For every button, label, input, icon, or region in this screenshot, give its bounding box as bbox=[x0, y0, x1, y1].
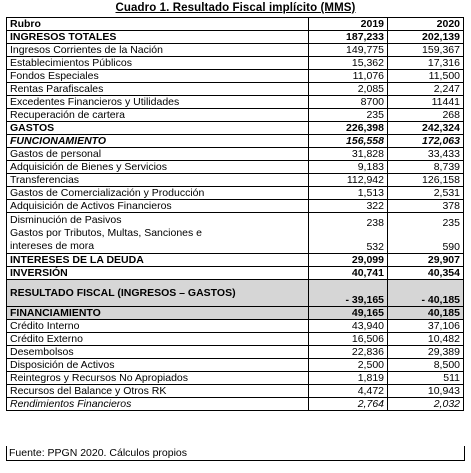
value-2019: 40,741 bbox=[309, 267, 388, 280]
value-2020: 29,389 bbox=[388, 346, 464, 359]
row-label: Adquisición de Activos Financieros bbox=[7, 200, 309, 213]
row-label: Rentas Parafiscales bbox=[7, 83, 309, 96]
row-label: Gastos de personal bbox=[7, 148, 309, 161]
row-label: Recuperación de cartera bbox=[7, 109, 309, 122]
row-label: GASTOS bbox=[7, 122, 309, 135]
value-2020: 202,139 bbox=[388, 31, 464, 44]
row-label: Disminución de Pasivos Gastos por Tributos, Multas, Sanciones e intereses de mora bbox=[7, 213, 309, 254]
row-label: Gastos de Comercialización y Producción bbox=[7, 187, 309, 200]
table-row bbox=[7, 280, 464, 307]
row-label: Transferencias bbox=[7, 174, 309, 187]
row-label: RESULTADO FISCAL (INGRESOS – GASTOS) bbox=[7, 280, 309, 307]
table-row bbox=[7, 385, 464, 398]
fiscal-result-table bbox=[6, 17, 464, 411]
value-2019: 15,362 bbox=[309, 57, 388, 70]
table-row bbox=[7, 200, 464, 213]
row-label: FUNCIONAMIENTO bbox=[7, 135, 309, 148]
value-2019: 187,233 bbox=[309, 31, 388, 44]
value-2020: 2,531 bbox=[388, 187, 464, 200]
table-body bbox=[7, 18, 464, 411]
value-2020: 2,247 bbox=[388, 83, 464, 96]
row-label: INTERESES DE LA DEUDA bbox=[7, 254, 309, 267]
row-label: Recursos del Balance y Otros RK bbox=[7, 385, 309, 398]
value-2019: - 39,165 bbox=[309, 280, 388, 307]
value-2019: 31,828 bbox=[309, 148, 388, 161]
row-label: Adquisición de Bienes y Servicios bbox=[7, 161, 309, 174]
row-label: Reintegros y Recursos No Apropiados bbox=[7, 372, 309, 385]
value-2019: 2,085 bbox=[309, 83, 388, 96]
value-2019: 29,099 bbox=[309, 254, 388, 267]
value-2019: 4,472 bbox=[309, 385, 388, 398]
value-2020: 33,433 bbox=[388, 148, 464, 161]
value-2019: 16,506 bbox=[309, 333, 388, 346]
table-row bbox=[7, 122, 464, 135]
row-label: Crédito Externo bbox=[7, 333, 309, 346]
table-row bbox=[7, 359, 464, 372]
value-2019: 22,836 bbox=[309, 346, 388, 359]
value-2019: 2,764 bbox=[309, 398, 388, 411]
value-2020: 10,482 bbox=[388, 333, 464, 346]
value-2019: 156,558 bbox=[309, 135, 388, 148]
value-2020: 159,367 bbox=[388, 44, 464, 57]
value-2019: 11,076 bbox=[309, 70, 388, 83]
table-title: Cuadro 1. Resultado Fiscal implícito (MMS) bbox=[115, 2, 356, 14]
table-row bbox=[7, 372, 464, 385]
table-row bbox=[7, 174, 464, 187]
value-2020: 11,500 bbox=[388, 70, 464, 83]
value-2019: 8700 bbox=[309, 96, 388, 109]
value-2020: 511 bbox=[388, 372, 464, 385]
value-2019: 235 bbox=[309, 109, 388, 122]
row-label: Rendimientos Financieros bbox=[7, 398, 309, 411]
value-2020: 11441 bbox=[388, 96, 464, 109]
value-2020: 268 bbox=[388, 109, 464, 122]
row-label: INGRESOS TOTALES bbox=[7, 31, 309, 44]
row-label: FINANCIAMIENTO bbox=[7, 307, 309, 320]
value-2020: 17,316 bbox=[388, 57, 464, 70]
value-2019: 1,513 bbox=[309, 187, 388, 200]
value-2020: - 40,185 bbox=[388, 280, 464, 307]
value-2019: 112,942 bbox=[309, 174, 388, 187]
table-row bbox=[7, 135, 464, 148]
value-2020: 10,943 bbox=[388, 385, 464, 398]
table-header-row bbox=[7, 18, 464, 31]
row-label: Fondos Especiales bbox=[7, 70, 309, 83]
table-row bbox=[7, 187, 464, 200]
value-2019: 9,183 bbox=[309, 161, 388, 174]
row-label: Desembolsos bbox=[7, 346, 309, 359]
value-2019: 43,940 bbox=[309, 320, 388, 333]
row-label: Excedentes Financieros y Utilidades bbox=[7, 96, 309, 109]
row-label: INVERSIÓN bbox=[7, 267, 309, 280]
value-2020: 242,324 bbox=[388, 122, 464, 135]
value-2020: 126,158 bbox=[388, 174, 464, 187]
row-label: Disposición de Activos bbox=[7, 359, 309, 372]
table-row bbox=[7, 148, 464, 161]
value-2020: 378 bbox=[388, 200, 464, 213]
value-2019: 149,775 bbox=[309, 44, 388, 57]
value-2019: 49,165 bbox=[309, 307, 388, 320]
table-row bbox=[7, 161, 464, 174]
table-row bbox=[7, 44, 464, 57]
table-row bbox=[7, 57, 464, 70]
row-label: Ingresos Corrientes de la Nación bbox=[7, 44, 309, 57]
value-2020: 8,739 bbox=[388, 161, 464, 174]
header-rubro: Rubro bbox=[7, 18, 309, 31]
table-row bbox=[7, 307, 464, 320]
table-row bbox=[7, 31, 464, 44]
table-row bbox=[7, 109, 464, 122]
value-2019: 2,500 bbox=[309, 359, 388, 372]
value-2020: 2,032 bbox=[388, 398, 464, 411]
value-2020: 37,106 bbox=[388, 320, 464, 333]
value-2020: 235 590 bbox=[388, 213, 464, 254]
value-2020: 40,185 bbox=[388, 307, 464, 320]
table-row bbox=[7, 346, 464, 359]
table-row bbox=[7, 267, 464, 280]
value-2020: 172,063 bbox=[388, 135, 464, 148]
row-label: Crédito Interno bbox=[7, 320, 309, 333]
table-row bbox=[7, 333, 464, 346]
table-row bbox=[7, 83, 464, 96]
value-2019: 238 532 bbox=[309, 213, 388, 254]
header-2019: 2019 bbox=[309, 18, 388, 31]
table-row bbox=[7, 96, 464, 109]
table-row bbox=[7, 254, 464, 267]
table-row bbox=[7, 398, 464, 411]
value-2020: 8,500 bbox=[388, 359, 464, 372]
value-2019: 1,819 bbox=[309, 372, 388, 385]
header-2020: 2020 bbox=[388, 18, 464, 31]
row-label: Establecimientos Públicos bbox=[7, 57, 309, 70]
table-row bbox=[7, 70, 464, 83]
table-row bbox=[7, 320, 464, 333]
table-row bbox=[7, 213, 464, 254]
value-2020: 40,354 bbox=[388, 267, 464, 280]
value-2019: 226,398 bbox=[309, 122, 388, 135]
value-2019: 322 bbox=[309, 200, 388, 213]
value-2020: 29,907 bbox=[388, 254, 464, 267]
source-footnote: Fuente: PPGN 2020. Cálculos propios bbox=[6, 446, 465, 461]
